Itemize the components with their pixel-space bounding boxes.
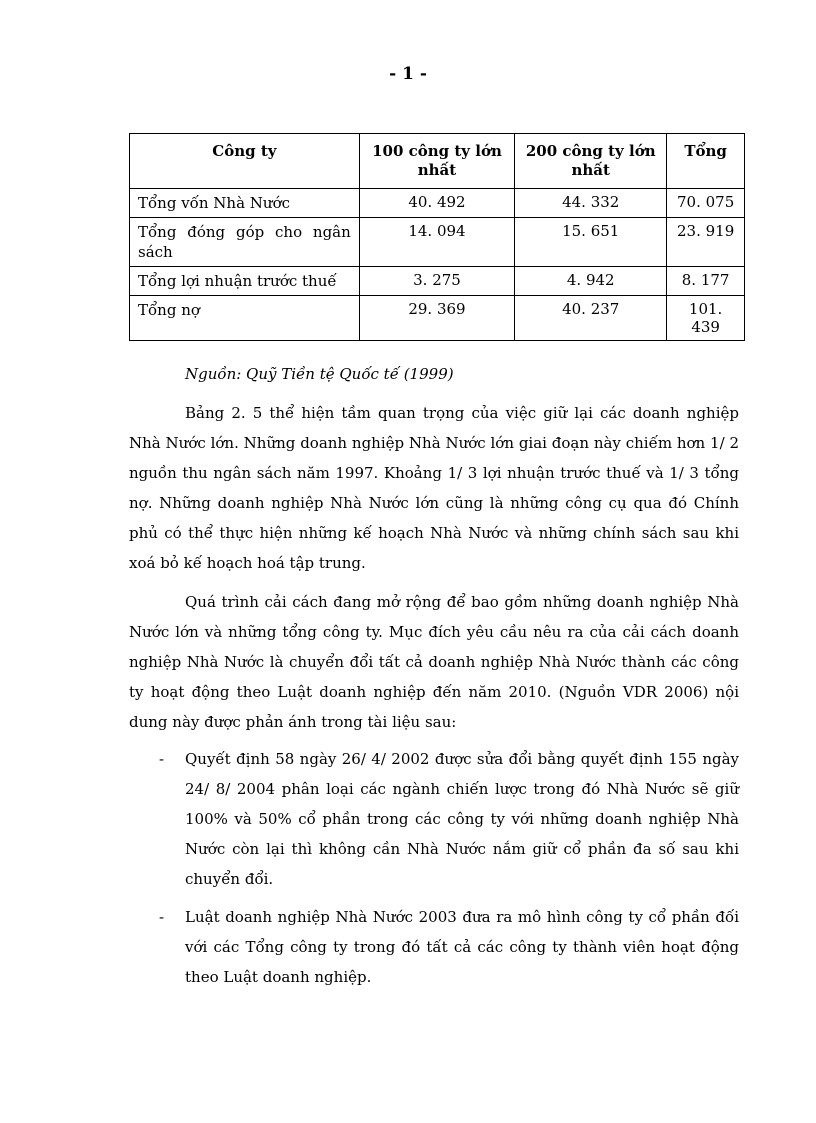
header-cell: 100 công ty lớn nhất (359, 134, 514, 189)
paragraph: Bảng 2. 5 thể hiện tầm quan trọng của việc giữ lại các doanh nghiệp Nhà Nước lớn. Những doanh nghiệp Nhà Nước lớn giai đoạn này chiếm hơn 1/ 2 nguồn thu ngân sách năm 1997. Khoảng 1/ 3 lợi nhuận trước thuế và 1/ 3 tổng nợ. Những doanh nghiệp Nhà Nước lớn cũng là những công cụ qua đó Chính phủ có thể thực hiện những kế hoạch Nhà Nước và những chính sách sau khi xoá bỏ kế hoạch hoá tập trung. (129, 404, 739, 572)
table-row (130, 267, 745, 296)
data-table (129, 133, 745, 341)
row-label: Tổng lợi nhuận trước thuế (130, 267, 360, 296)
header-cell: Tổng (667, 134, 745, 189)
header-cell: 200 công ty lớn nhất (515, 134, 667, 189)
table-cell: 29. 369 (359, 296, 514, 341)
table-cell: 14. 094 (359, 218, 514, 267)
bullet-dash: - (159, 750, 165, 768)
table-cell: 40. 237 (515, 296, 667, 341)
bullet-list (129, 744, 739, 1000)
table-cell: 15. 651 (515, 218, 667, 267)
row-label: Tổng vốn Nhà Nước (130, 189, 360, 218)
list-item (129, 902, 739, 992)
row-label: Tổng nợ (130, 296, 360, 341)
list-item (129, 744, 739, 894)
table-row (130, 218, 745, 267)
page-number: - 1 - (389, 64, 427, 84)
table-cell: 8. 177 (667, 267, 745, 296)
row-label: Tổng đóng góp cho ngân sách (130, 218, 360, 267)
table-cell: 4. 942 (515, 267, 667, 296)
table-row (130, 189, 745, 218)
paragraph: Quá trình cải cách đang mở rộng để bao gồm những doanh nghiệp Nhà Nước lớn và những tổng công ty. Mục đích yêu cầu nêu ra của cải cách doanh nghiệp Nhà Nước là chuyển đổi tất cả doanh nghiệp Nhà Nước thành các công ty hoạt động theo Luật doanh nghiệp đến năm 2010. (Nguồn VDR 2006) nội dung này được phản ánh trong tài liệu sau: (129, 593, 739, 731)
bullet-dash: - (159, 908, 165, 926)
table-cell: 44. 332 (515, 189, 667, 218)
header-cell: Công ty (130, 134, 360, 189)
list-item-text: Luật doanh nghiệp Nhà Nước 2003 đưa ra mô hình công ty cổ phần đối với các Tổng công ty trong đó tất cả các công ty thành viên hoạt động theo Luật doanh nghiệp. (185, 908, 739, 986)
table-source-note: Nguồn: Quỹ Tiền tệ Quốc tế (1999) (185, 365, 454, 383)
table-header-row (130, 134, 745, 189)
table-cell: 23. 919 (667, 218, 745, 267)
table-cell: 40. 492 (359, 189, 514, 218)
table-cell: 3. 275 (359, 267, 514, 296)
list-item-text: Quyết định 58 ngày 26/ 4/ 2002 được sửa đổi bằng quyết định 155 ngày 24/ 8/ 2004 phân loại các ngành chiến lược trong đó Nhà Nước sẽ giữ 100% và 50% cổ phần trong các công ty với những doanh nghiệp Nhà Nước còn lại thì không cần Nhà Nước nắm giữ cổ phần đa số sau khi chuyển đổi. (185, 750, 739, 888)
table-row (130, 296, 745, 341)
table-cell: 101. 439 (667, 296, 745, 341)
table-cell: 70. 075 (667, 189, 745, 218)
